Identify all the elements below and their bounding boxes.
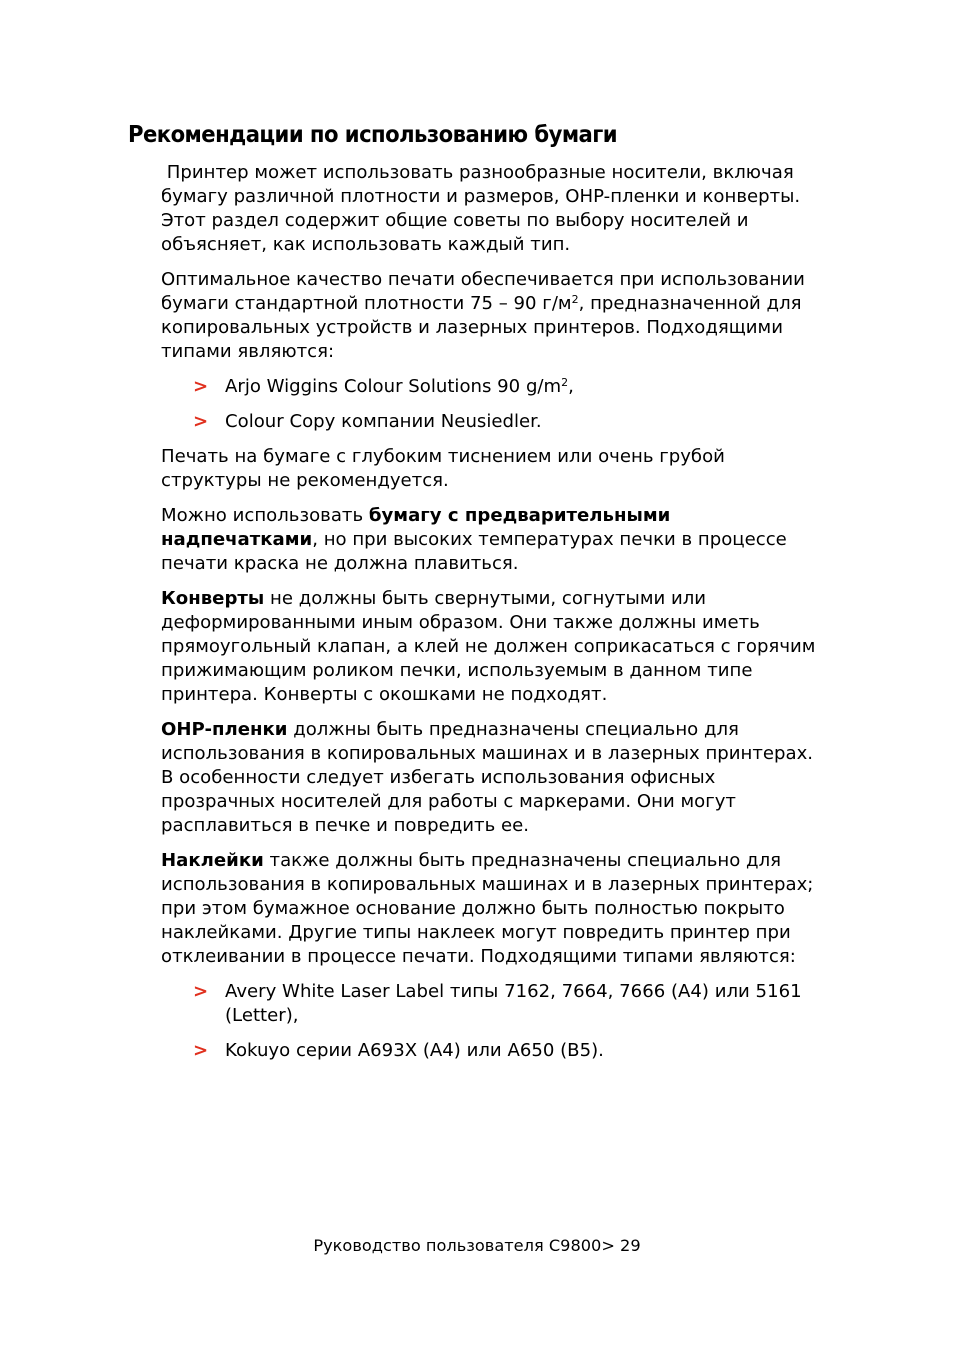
intro-paragraph: Принтер может использовать разнообразные носители, включая бумагу различной плотности и размеров, OHP-пленки и конверты. Этот раздел содержит общие советы по выбору носителей и объясняет, как использовать каждый тип. <box>161 162 801 255</box>
superscript: 2 <box>571 293 579 306</box>
list-item: > Colour Copy компании Neusiedler. <box>193 411 542 432</box>
chevron-bullet-icon: > <box>193 411 209 432</box>
list-item: > Avery White Laser Label типы 7162, 7664, 7666 (A4) или 5161 (Letter), <box>193 981 802 1026</box>
list-item: > Arjo Wiggins Colour Solutions 90 $g/m^2$, <box>193 376 574 397</box>
embossed-paper-paragraph: Печать на бумаге с глубоким тиснением или очень грубой структуры не рекомендуется. <box>161 446 725 491</box>
bold-term: бумагу с предварительными надпечатками <box>161 505 671 550</box>
bold-term: Конверты <box>161 588 265 609</box>
chevron-bullet-icon: > <box>193 376 209 397</box>
page-title: Рекомендации по использованию бумаги <box>128 122 618 148</box>
bold-term: OHP-пленки <box>161 719 288 740</box>
preprinted-paper-paragraph: Можно использовать бумагу с предварительными надпечатками, но при высоких температурах печки в процессе печати краска не должна плавиться. <box>161 505 787 574</box>
ohp-film-paragraph: OHP-пленки должны быть предназначены специально для использования в копировальных машинах и в лазерных принтерах. В особенности следует избегать использования офисных прозрачных носителей для работы с маркерами. Они могут расплавиться в печке и повредить ее. <box>161 719 814 836</box>
page-footer: Руководство пользователя C9800> 29 <box>313 1236 641 1255</box>
paper-weight-paragraph: Оптимальное качество печати обеспечивается при использовании бумаги стандартной плотности 75 – 90 $г/м^2$, предназначенной для копировальных устройств и лазерных принтеров. Подходящими типами являются: <box>161 269 805 362</box>
chevron-bullet-icon: > <box>193 981 209 1002</box>
labels-paragraph: Наклейки также должны быть предназначены специально для использования в копировальных машинах и в лазерных принтерах; при этом бумажное основание должно быть полностью покрыто наклейками. Другие типы наклеек могут повредить принтер при отклеивании в процессе печати. Подходящими типами являются: <box>161 850 814 967</box>
paper-types-list <box>161 375 826 434</box>
superscript: 2 <box>561 376 569 389</box>
label-types-list <box>161 980 826 1063</box>
envelopes-paragraph: Конверты не должны быть свернутыми, согнутыми или деформированными иным образом. Они также должны иметь прямоугольный клапан, а клей не должен соприкасаться с горячим прижимающим роликом печки, используемым в данном типе принтера. Конверты с окошками не подходят. <box>161 588 816 705</box>
main-content <box>161 161 826 1074</box>
bold-term: Наклейки <box>161 850 264 871</box>
chevron-bullet-icon: > <box>193 1040 209 1061</box>
list-item: > Kokuyo серии A693X (A4) или A650 (B5). <box>193 1040 604 1061</box>
